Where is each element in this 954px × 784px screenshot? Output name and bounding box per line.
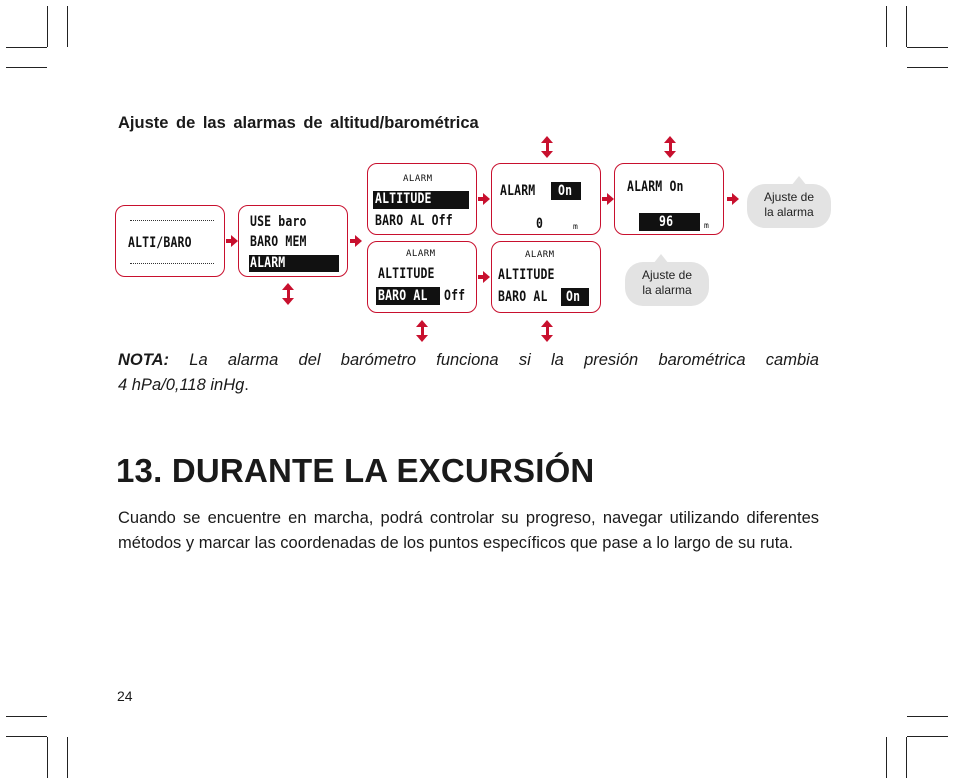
- crop-mark: [886, 6, 887, 47]
- lcd-header: ALARM: [403, 174, 433, 184]
- lcd-line: Off: [444, 288, 466, 304]
- callout-bubble: [625, 262, 709, 306]
- note-text: La alarma del barómetro funciona si la presión barométrica cambia: [189, 351, 819, 369]
- arrow-up-down-icon: [541, 136, 553, 158]
- crop-mark: [67, 737, 68, 778]
- lcd-screen-menu: [238, 205, 348, 277]
- arrow-up-down-icon: [664, 136, 676, 158]
- arrow-up-down-icon: [541, 320, 553, 342]
- lcd-line: ALTI/BARO: [128, 235, 192, 251]
- lcd-line: BARO MEM: [250, 234, 307, 250]
- note-text: .: [244, 376, 249, 394]
- callout-bubble: [747, 184, 831, 228]
- callout-text: la alarma: [764, 205, 814, 219]
- arrow-up-down-icon: [282, 283, 294, 305]
- lcd-value: 0: [536, 216, 544, 232]
- crop-mark: [907, 716, 948, 717]
- crop-mark: [906, 737, 907, 778]
- dotted-line: [130, 263, 214, 264]
- callout-tail: [653, 254, 669, 264]
- callout-text: Ajuste de: [763, 190, 815, 204]
- note-paragraph-end: [118, 373, 249, 398]
- lcd-screen-baro-alarm-on: [491, 241, 601, 313]
- lcd-line-selected: On: [558, 183, 573, 199]
- crop-mark: [6, 67, 47, 68]
- lcd-unit: m: [573, 222, 579, 231]
- lcd-line-selected: ALTITUDE: [375, 191, 432, 207]
- lcd-screen-alarm-value: [614, 163, 724, 235]
- lcd-screen-alarm-on: [491, 163, 601, 235]
- crop-mark: [67, 6, 68, 47]
- arrow-up-down-icon: [416, 320, 428, 342]
- lcd-header: ALARM: [406, 249, 436, 259]
- crop-mark: [907, 67, 948, 68]
- dotted-line: [130, 220, 214, 221]
- note-label: NOTA:: [118, 351, 170, 369]
- page-number: 24: [117, 688, 133, 704]
- crop-mark: [906, 6, 907, 47]
- lcd-line: BARO AL: [498, 289, 548, 305]
- section-subheading: Ajuste de las alarmas de altitud/barométrica: [118, 114, 479, 132]
- crop-mark: [47, 737, 48, 778]
- callout-text: la alarma: [642, 283, 692, 297]
- lcd-screen-alti-baro: [115, 205, 225, 277]
- lcd-line-selected: ALARM: [250, 255, 286, 271]
- lcd-header: ALARM: [525, 250, 555, 260]
- callout-text: Ajuste de: [641, 268, 693, 282]
- crop-mark: [6, 47, 47, 48]
- page-title: 13. DURANTE LA EXCURSIÓN: [116, 452, 595, 489]
- lcd-screen-alarm-altitude: [367, 163, 477, 235]
- lcd-line: ALTITUDE: [378, 266, 435, 282]
- crop-mark: [886, 737, 887, 778]
- body-paragraph: Cuando se encuentre en marcha, podrá controlar su progreso, navegar utilizando diferentes métodos y marcar las coordenadas de los puntos específicos que pase a lo largo de su ruta.: [118, 509, 819, 552]
- lcd-screen-alarm-baro: [367, 241, 477, 313]
- note-text: 4 hPa/0,118 inHg: [118, 376, 245, 394]
- crop-mark: [907, 736, 948, 737]
- lcd-line: USE baro: [250, 214, 307, 230]
- lcd-line: BARO AL Off: [375, 213, 453, 229]
- lcd-value-selected: 96: [659, 214, 674, 230]
- lcd-line-selected: On: [566, 289, 581, 305]
- note-paragraph: [118, 348, 819, 373]
- lcd-line: ALARM: [500, 183, 536, 199]
- lcd-line-selected: BARO AL: [378, 288, 428, 304]
- crop-mark: [47, 6, 48, 47]
- crop-mark: [907, 47, 948, 48]
- crop-mark: [6, 716, 47, 717]
- crop-mark: [6, 736, 47, 737]
- lcd-line: ALTITUDE: [498, 267, 555, 283]
- lcd-unit: m: [704, 221, 710, 230]
- lcd-line: ALARM On: [627, 179, 684, 195]
- callout-tail: [791, 176, 807, 186]
